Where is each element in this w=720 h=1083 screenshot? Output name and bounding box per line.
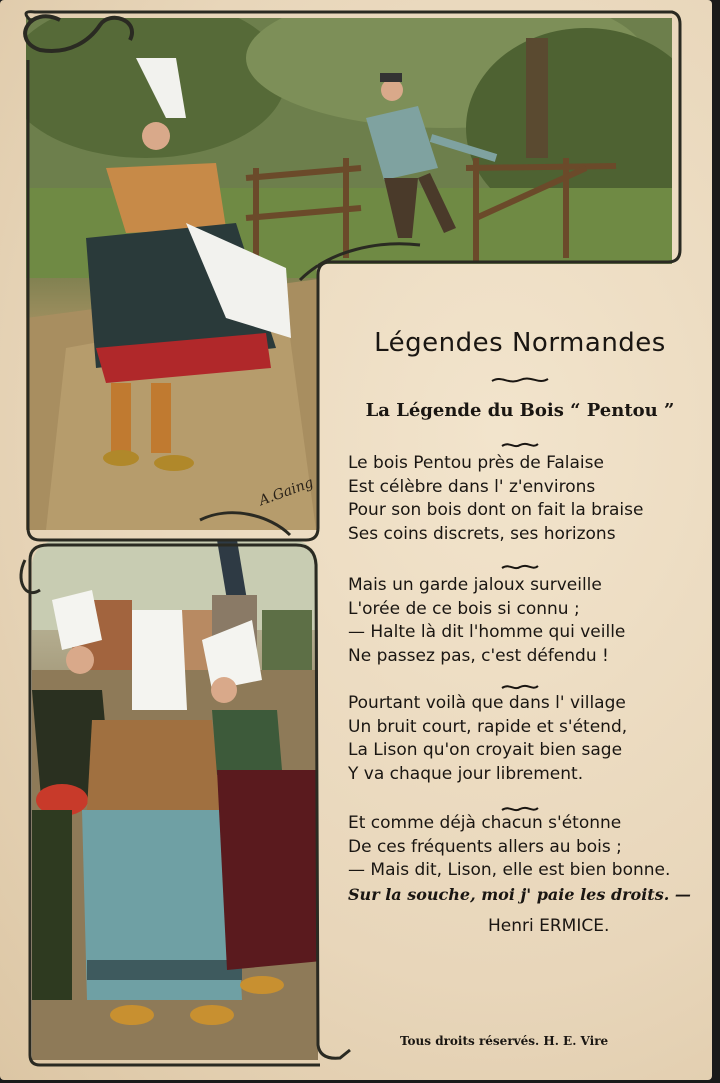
verse-line: Ne passez pas, c'est défendu ! xyxy=(348,645,609,666)
verse-line: Est célèbre dans l' z'environs xyxy=(348,476,596,497)
verse-line: Un bruit court, rapide et s'étend, xyxy=(348,716,628,737)
verse-line-italic: Sur la souche, moi j' paie les droits. — xyxy=(348,884,691,904)
verse-line: Pourtant voilà que dans l' village xyxy=(348,693,626,713)
verse-line: Mais un garde jaloux surveille xyxy=(348,575,602,595)
swirl-icon xyxy=(500,563,540,571)
verse-line: — Mais dit, Lison, elle est bien bonne. xyxy=(348,860,671,880)
ornament-swirl xyxy=(330,556,710,575)
swirl-icon xyxy=(500,683,540,691)
verse-line: La Lison qu'on croyait bien sage xyxy=(348,740,623,760)
verse-line: — Halte là dit l'homme qui veille xyxy=(348,622,626,642)
verse-line: Le bois Pentou près de Falaise xyxy=(348,453,604,473)
copyright-footer: Tous droits réservés. H. E. Vire xyxy=(400,1034,609,1048)
stanza-2 xyxy=(348,574,708,668)
poem-title: La Légende du Bois “ Pentou ” xyxy=(365,400,675,421)
page-title: Légendes Normandes xyxy=(374,328,666,358)
verse-line: Pour son bois dont on fait la braise xyxy=(348,500,644,520)
swirl-icon xyxy=(490,375,550,385)
verse-line: Et comme déjà chacun s'étonne xyxy=(348,813,622,833)
stanza-4 xyxy=(348,812,708,906)
verse-line: L'orée de ce bois si connu ; xyxy=(348,598,580,619)
stanza-3 xyxy=(348,692,708,786)
swirl-icon xyxy=(500,441,540,449)
verse-line: De ces fréquents allers au bois ; xyxy=(348,836,622,857)
artist-signature: A.Gaing xyxy=(256,474,316,510)
stanza-1 xyxy=(348,452,708,546)
ornament-swirl xyxy=(330,434,710,453)
verse-line: Ses coins discrets, ses horizons xyxy=(348,523,616,544)
author-name: Henri ERMICE. xyxy=(488,916,610,936)
verse-line: Y va chaque jour librement. xyxy=(348,763,584,784)
ornament-swirl xyxy=(330,370,710,389)
